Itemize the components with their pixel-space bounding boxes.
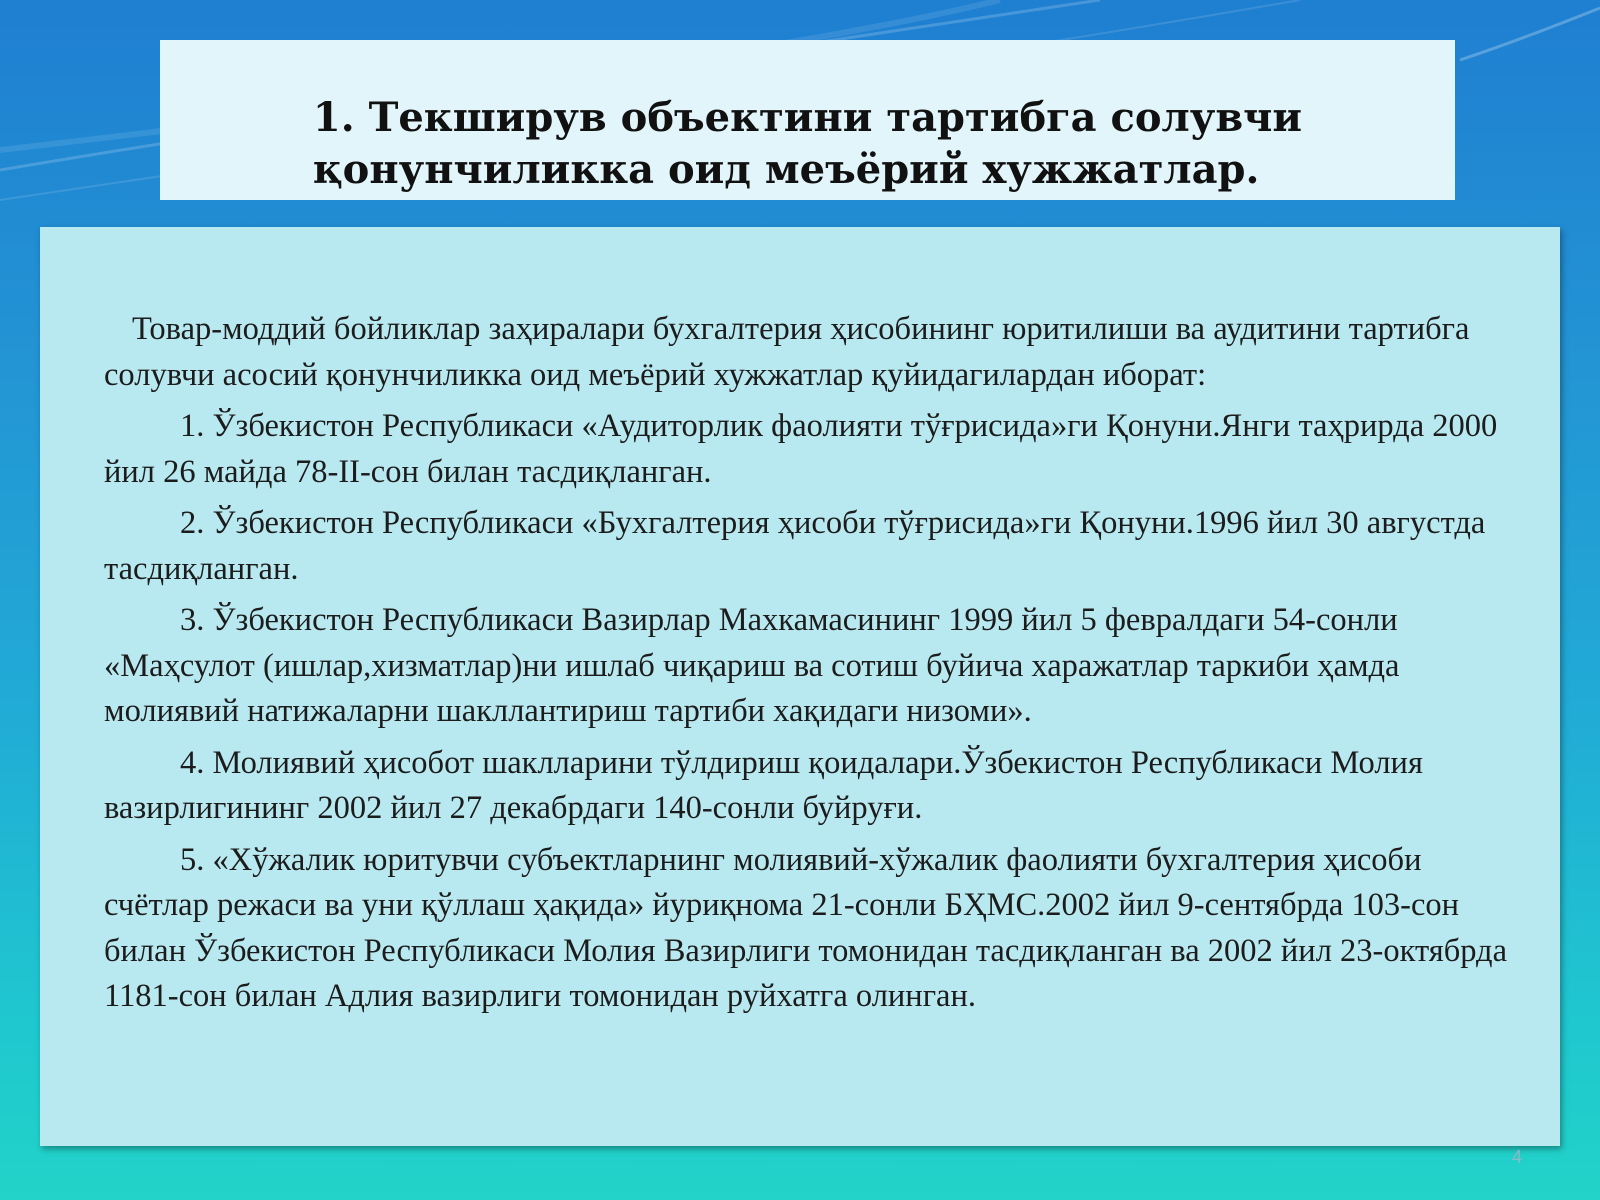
list-item-5: 5. «Хўжалик юритувчи субъектларнинг молиявий-хўжалик фаолияти бухгалтерия ҳисоби счётлар режаси ва уни қўллаш ҳақида» йуриқнома 21-сонли БҲМС.2002 йил 9-сентябрда 103-сон билан Ўзбекистон Республикаси Молия Вазирлиги томонидан тасдиқланган ва 2002 йил 23-октябрда 1181-сон билан Адлия вазирлиги томонидан руйхатга олинган. xyxy=(104,841,1508,1014)
content-box xyxy=(40,227,1560,1146)
list-item-4: 4. Молиявий ҳисобот шаклларини тўлдириш қоидалари.Ўзбекистон Республикаси Молия вазирлигининг 2002 йил 27 декабрдаги 140-сонли буйруғи. xyxy=(104,744,1423,826)
slide-title-line-2: қонунчиликка оид меъёрий хужжатлар. xyxy=(312,146,1260,193)
list-item-1: 1. Ўзбекистон Республикаси «Аудиторлик фаолияти тўғрисида»ги Қонуни.Янги таҳрирда 2000 йил 26 майда 78-II-сон билан тасдиқланган. xyxy=(104,408,1498,490)
page-number: 4 xyxy=(1511,1147,1522,1167)
title-box xyxy=(160,40,1455,200)
list-item-3: 3. Ўзбекистон Республикаси Вазирлар Махкамасининг 1999 йил 5 февралдаги 54-сонли «Маҳсулот (ишлар,хизматлар)ни ишлаб чиқариш ва сотиш буйича харажатлар таркиби ҳамда молиявий натижаларни шакллантириш тартиби хақидаги низоми». xyxy=(104,602,1400,729)
list-item-2: 2. Ўзбекистон Республикаси «Бухгалтерия ҳисоби тўғрисида»ги Қонуни.1996 йил 30 августда тасдиқланган. xyxy=(104,505,1486,587)
slide-title-line-1: 1. Текширув объектини тартибга солувчи xyxy=(312,94,1303,141)
intro-paragraph: Товар-моддий бойликлар заҳиралари бухгалтерия ҳисобининг юритилиши ва аудитини тартибга солувчи асосий қонунчиликка оид меъёрий хужжатлар қуйидагилардан иборат: xyxy=(104,311,1470,393)
slide-title xyxy=(313,92,1302,196)
